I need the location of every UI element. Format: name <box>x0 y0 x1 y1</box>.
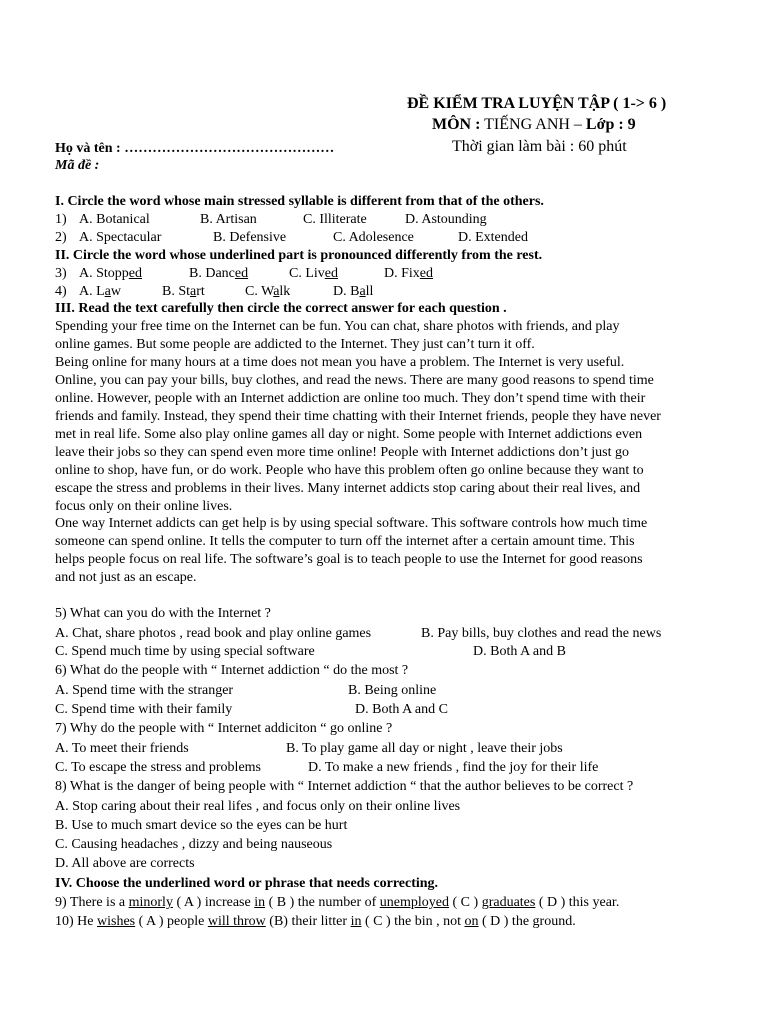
section1-heading: I. Circle the word whose main stressed syllable is different from that of the others. <box>55 194 544 209</box>
q8-option-c: C. Causing headaches , dizzy and being nauseous <box>55 837 333 852</box>
q6-row2 <box>55 701 755 718</box>
q7-row2 <box>55 759 755 776</box>
q4-option-d: D. Ball <box>333 284 374 299</box>
q2-option-b: B. Defensive <box>213 230 287 245</box>
q9-underlined-c: unemployed <box>379 895 450 910</box>
q4-option-b: B. Start <box>162 284 205 299</box>
q7-option-c: C. To escape the stress and problems <box>55 760 261 775</box>
q6-text: 6) What do the people with “ Internet addiction “ do the most ? <box>55 663 409 678</box>
section4-heading: IV. Choose the underlined word or phrase that needs correcting. <box>55 876 439 891</box>
code-label: Mã đề : <box>55 158 100 173</box>
q6-option-d: D. Both A and C <box>355 702 448 717</box>
q2-option-a: A. Spectacular <box>79 230 162 245</box>
q4-option-a: A. Law <box>79 284 122 299</box>
exam-title: ĐỀ KIỂM TRA LUYỆN TẬP ( 1-> 6 ) <box>407 95 667 112</box>
passage-line: online to shop, have fun, or do work. People who have this problem often go online because they want to <box>55 463 644 478</box>
q6-option-c: C. Spend time with their family <box>55 702 233 717</box>
passage-line: focus only on their online lives. <box>55 499 233 514</box>
passage-line: helps people focus on real life. The software’s goal is to teach people to use the Internet for good reasons <box>55 552 643 567</box>
class-label: Lớp : 9 <box>585 116 636 133</box>
q5-row1 <box>55 625 755 642</box>
q5-row2 <box>55 643 755 660</box>
q9-underlined-a: minorly <box>128 895 173 910</box>
name-dots: ……………………………………… <box>124 141 335 156</box>
q2-number: 2) <box>55 230 67 245</box>
q10-underlined-d: on <box>464 914 479 929</box>
name-label: Họ và tên : <box>55 141 121 156</box>
section3-heading: III. Read the text carefully then circle the correct answer for each question . <box>55 301 507 316</box>
q5-option-d: D. Both A and B <box>473 644 566 659</box>
q1-option-b: B. Artisan <box>200 212 257 227</box>
q5-option-a: A. Chat, share photos , read book and play online games <box>55 626 372 641</box>
q1-option-d: D. Astounding <box>405 212 487 227</box>
q10-underlined-c: in <box>350 914 362 929</box>
q5-option-c: C. Spend much time by using special software <box>55 644 315 659</box>
passage-line: leave their jobs so they can spend even more time online! People with Internet addictions don’t just go <box>55 445 629 460</box>
q9-underlined-b: in <box>254 895 266 910</box>
q3-option-d: D. Fixed <box>384 266 434 281</box>
q3-number: 3) <box>55 266 67 281</box>
question-4 <box>55 283 755 300</box>
q7-row1 <box>55 740 755 757</box>
q3-option-c: C. Lived <box>289 266 338 281</box>
q3-option-a: A. Stopped <box>79 266 143 281</box>
passage-line: online. However, people with an Internet addiction are online too much. They don’t spend time with their <box>55 391 646 406</box>
q5-text: 5) What can you do with the Internet ? <box>55 606 271 621</box>
passage-line: online games. But some people are addicted to the Internet. They just can’t turn it off. <box>55 337 535 352</box>
q2-option-c: C. Adolesence <box>333 230 414 245</box>
section2-heading: II. Circle the word whose underlined part is pronounced differently from the rest. <box>55 248 543 263</box>
q1-option-a: A. Botanical <box>79 212 150 227</box>
q1-number: 1) <box>55 212 67 227</box>
q7-text: 7) Why do the people with “ Internet addiciton “ go online ? <box>55 721 393 736</box>
question-3 <box>55 265 755 282</box>
passage-line: escape the stress and problems in their lives. Many internet addicts stop caring about their real lives, and <box>55 481 641 496</box>
question-2 <box>55 229 755 246</box>
q1-option-c: C. Illiterate <box>303 212 367 227</box>
passage-line: and not just as an escape. <box>55 570 197 585</box>
q4-option-c: C. Walk <box>245 284 291 299</box>
passage-line: met in real life. Some also play online games all day or night. Some people with Internet addictions even <box>55 427 643 442</box>
q8-option-a: A. Stop caring about their real lifes , and focus only on their online lives <box>55 799 461 814</box>
subject-line <box>432 116 636 133</box>
passage-line: One way Internet addicts can get help is by using special software. This software controls how much time <box>55 516 648 531</box>
subject-value: TIẾNG ANH – <box>484 116 582 133</box>
question-9: 9) There is a minorly ( A ) increase in ( B ) the number of unemployed ( C ) graduates ( D ) this year. <box>55 895 620 910</box>
q7-option-d: D. To make a new friends , find the joy for their life <box>308 760 599 775</box>
q8-option-d: D. All above are corrects <box>55 856 195 871</box>
q10-underlined-b: will throw <box>207 914 266 929</box>
passage-line: Being online for many hours at a time does not mean you have a problem. The Internet is very useful. <box>55 355 625 370</box>
subject-label: MÔN : <box>432 116 481 133</box>
question-1 <box>55 211 755 228</box>
q4-number: 4) <box>55 284 67 299</box>
q6-option-a: A. Spend time with the stranger <box>55 683 234 698</box>
q6-option-b: B. Being online <box>348 683 437 698</box>
q6-row1 <box>55 682 755 699</box>
passage-line: someone can spend online. It tells the computer to turn off the internet after a certain amount time. This <box>55 534 635 549</box>
name-line <box>55 140 334 157</box>
q9-underlined-d: graduates <box>481 895 536 910</box>
passage-line: friends and family. Instead, they spend their time chatting with their Internet friends, people they have never <box>55 409 661 424</box>
q2-option-d: D. Extended <box>458 230 528 245</box>
q5-option-b: B. Pay bills, buy clothes and read the news <box>421 626 662 641</box>
q10-underlined-a: wishes <box>97 914 136 929</box>
question-10: 10) He wishes ( A ) people will throw (B) their litter in ( C ) the bin , not on ( D ) the ground. <box>55 914 576 929</box>
q8-text: 8) What is the danger of being people with “ Internet addiction “ that the author believes to be correct ? <box>55 779 634 794</box>
q7-option-b: B. To play game all day or night , leave their jobs <box>286 741 563 756</box>
q7-option-a: A. To meet their friends <box>55 741 189 756</box>
passage-line: Spending your free time on the Internet can be fun. You can chat, share photos with friends, and play <box>55 319 620 334</box>
q8-option-b: B. Use to much smart device so the eyes can be hurt <box>55 818 348 833</box>
time-line: Thời gian làm bài : 60 phút <box>452 138 627 155</box>
passage-line: Online, you can pay your bills, buy clothes, and read the news. There are many good reasons to spend time <box>55 373 654 388</box>
q3-option-b: B. Danced <box>189 266 249 281</box>
